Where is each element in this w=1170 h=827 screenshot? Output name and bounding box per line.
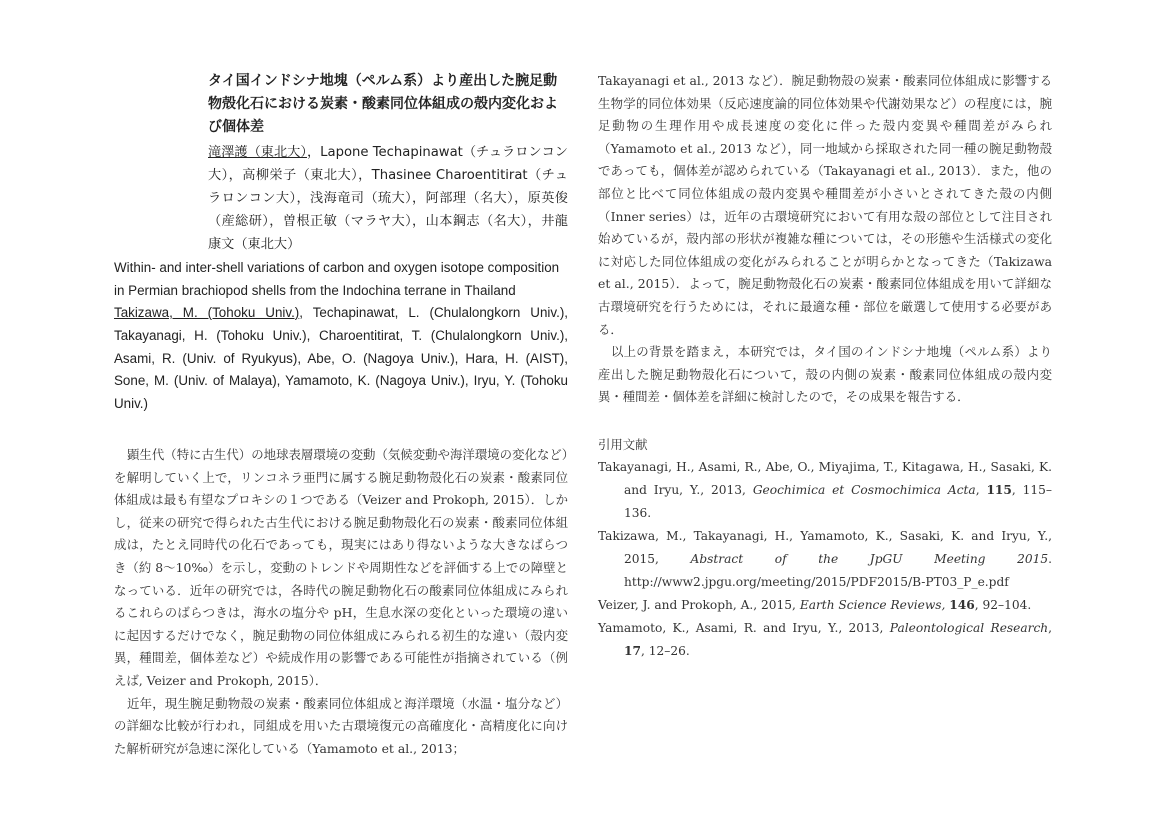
english-title: Within- and inter-shell variations of carbon and oxygen isotope composition in Permian brachiopod shells from the Indochina terrane in Thailand	[114, 260, 560, 298]
body-paragraph: 顕生代（特に古生代）の地球表層環境の変動（気候変動や海洋環境の変化など）を解明していく上で，リンコネラ亜門に属する腕足動物殻化石の炭素・酸素同位体組成は最も有望なプロキシの１つである（Veizer and Prokoph, 2015）．しかし，従来の研究で得られた古生代における腕足動物殻化石の炭素・酸素同位体組成は，たとえ同時代の化石であっても，現実にはあり得ないような大きなばらつき（約 8〜10‰）を示し，変動のトレンドや周期性などを評価する上での障壁となっている．近年の研究では，各時代の腕足動物化石の酸素同位体組成にみられるこれらのばらつきは，海水の塩分や pH，生息水深の変化といった環境の違いに起因するだけでなく，腕足動物の同位体組成にみられる初生的な違い（殻内変異，種間差，個体差など）や続成作用の影響である可能性が指摘されている（例えば, Veizer and Prokoph, 2015）．	[114, 446, 568, 688]
reference-journal: Earth Science Reviews,	[799, 597, 946, 612]
reference-authors: Takayanagi, H., Asami, R., Abe, O., Miyajima, T., Kitagawa, H., Sasaki, K. and Iryu, Y., 2013,	[598, 459, 1052, 497]
reference-pages: , 92–104.	[974, 597, 1032, 612]
japanese-authors	[208, 141, 568, 256]
left-column	[114, 70, 568, 760]
reference-journal: Geochimica et Cosmochimica Acta	[752, 482, 976, 497]
right-column	[598, 70, 1052, 663]
english-first-author: Takizawa, M. (Tohoku Univ.)	[114, 305, 300, 320]
japanese-first-author: 滝澤護（東北大）	[208, 145, 307, 160]
reference-url[interactable]: http://www2.jpgu.org/meeting/2015/PDF2015/B-PT03_P_e.pdf	[624, 574, 1009, 589]
japanese-title: タイ国インドシナ地塊（ペルム系）より産出した腕足動物殻化石における炭素・酸素同位体組成の殻内変化および個体差	[208, 73, 558, 135]
body-paragraph: 近年，現生腕足動物殻の炭素・酸素同位体組成と海洋環境（水温・塩分など）の詳細な比較が行われ，同組成を用いた古環境復元の高確度化・高精度化に向けた解析研究が急速に深化している（Yamamoto et al., 2013；	[114, 695, 568, 756]
reference-separator: ,	[975, 482, 980, 497]
english-authors	[114, 302, 568, 416]
reference-volume: 146	[949, 597, 975, 612]
reference-separator: .	[1048, 551, 1053, 566]
english-coauthors: , Techapinawat, L. (Chulalongkorn Univ.), Takayanagi, H. (Tohoku Univ.), Charoentitirat, T. (Chulalongkorn Univ.), Asami, R. (Univ. of Ryukyus), Abe, O. (Nagoya Univ.), Hara, H. (AIST), Sone, M. (Univ. of Malaya), Yamamoto, K. (Nagoya Univ.), Iryu, Y. (Tohoku Univ.)	[114, 305, 568, 412]
reference-item	[598, 525, 1052, 594]
body-paragraph-continued: Takayanagi et al., 2013 など）．腕足動物殻の炭素・酸素同位体組成に影響する生物学的同位体効果（反応速度論的同位体効果や代謝効果など）の程度には，腕足動物の生理作用や成長速度の変化に伴った殻内変異や種間差がみられ（Yamamoto et al., 2013 など），同一地域から採取された同一種の腕足動物殻であっても，個体差が認められている（Takayanagi et al., 2013）．また，他の部位と比べて同位体組成の殻内変異や種間差が小さいとされてきた殻の内側（Inner series）は，近年の古環境研究において有用な殻の部位として注目され始めているが，殻内部の形状が複雑な種については，その形態や生活様式の変化に対応した同位体組成の変化がみられることが明らかとなってきた（Takizawa et al., 2015）．よって，腕足動物殻化石の炭素・酸素同位体組成を用いて詳細な古環境研究を行うためには，それに最適な種・部位を厳選して使用する必要がある．	[598, 73, 1052, 337]
references-heading: 引用文献	[598, 436, 648, 452]
reference-separator: ,	[1048, 620, 1053, 635]
left-body-text	[114, 444, 568, 760]
reference-journal: Abstract of the JpGU Meeting 2015	[690, 551, 1049, 566]
reference-authors: Takizawa, M., Takayanagi, H., Yamamoto, K., Sasaki, K. and Iryu, Y., 2015,	[598, 528, 1052, 566]
japanese-coauthors: ，Lapone Techapinawat（チュラロンコン大），高柳栄子（東北大），Thasinee Charoentitirat（チュラロンコン大），浅海竜司（琉大），阿部理（名大），原英俊（産総研），曽根正敏（マラヤ大），山本鋼志（名大），井龍康文（東北大）	[208, 145, 568, 252]
reference-journal: Paleontological Research	[889, 620, 1049, 635]
reference-pages: , 12–26.	[640, 643, 690, 658]
reference-authors: Yamamoto, K., Asami, R. and Iryu, Y., 2013,	[598, 620, 884, 635]
reference-item	[598, 456, 1052, 525]
reference-volume: 17	[624, 643, 641, 658]
body-paragraph: 以上の背景を踏まえ，本研究では，タイ国のインドシナ地塊（ペルム系）より産出した腕足動物殻化石について，殻の内側の炭素・酸素同位体組成の殻内変異・種間差・個体差を詳細に検討したので，その成果を報告する．	[598, 344, 1052, 405]
reference-item	[598, 594, 1052, 617]
right-body-text	[598, 70, 1052, 409]
reference-authors: Veizer, J. and Prokoph, A., 2015,	[598, 597, 796, 612]
reference-item	[598, 617, 1052, 663]
reference-pages: , 115–136.	[624, 482, 1053, 520]
reference-volume: 115	[986, 482, 1012, 497]
